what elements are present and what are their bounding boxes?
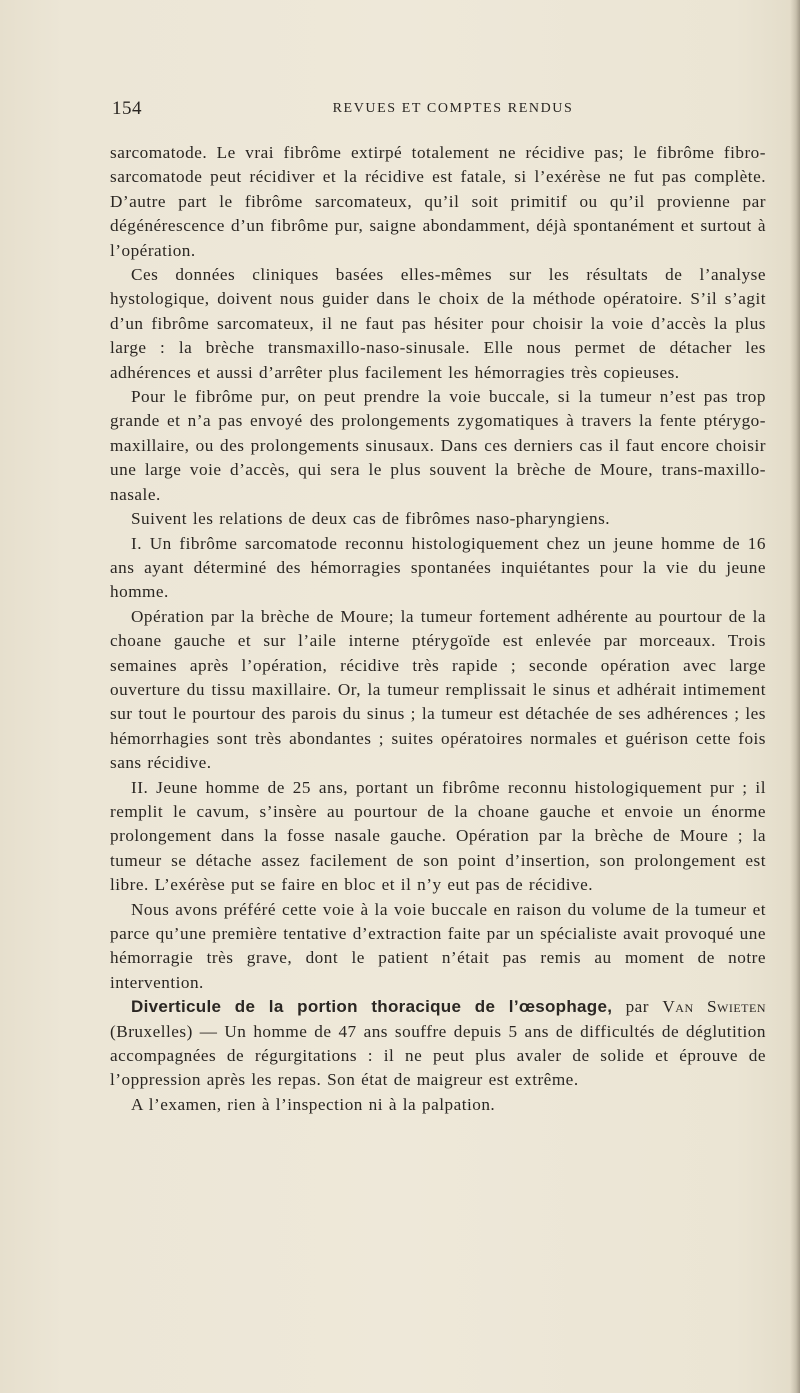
section-title: Diverticule de la portion thoracique de l’œsophage, bbox=[131, 997, 613, 1017]
page-edge-shadow bbox=[790, 0, 800, 1393]
paragraph-approach-choice: Nous avons préféré cette voie à la voie buccale en raison du volume de la tumeur et parce qu’une première tentative d’extraction faite par un spécialiste avait provoqué une hémorragie très grave, dont le patient n’était pas remis au moment de notre intervention. bbox=[110, 899, 766, 992]
running-head bbox=[112, 98, 774, 128]
paragraph-clinical-data: Ces données cliniques basées elles-mêmes sur les résultats de l’analyse hystologique, doivent nous guider dans le choix de la méthode opératoire. S’il s’agit d’un fibrôme sarcomateux, il ne faut pas hésiter pour choisir la voie d’accès la plus large : la brèche transmaxillo-naso-sinusale. Elle nous permet de détacher les adhérences et aussi d’arrêter plus facilement les hémorragies très copieuses. bbox=[110, 265, 766, 382]
author-name: Van Swieten bbox=[662, 997, 766, 1017]
paragraph-case-one: I. Un fibrôme sarcomatode reconnu histologiquement chez un jeune homme de 16 ans ayant déterminé des hémorragies spontanées inquiétantes pour la vie du jeune homme. bbox=[110, 533, 766, 602]
section-diverticule bbox=[110, 995, 766, 1093]
running-title: REVUES ET COMPTES RENDUS bbox=[332, 101, 574, 116]
paragraph-case-two: II. Jeune homme de 25 ans, portant un fibrôme reconnu histologiquement pur ; il remplit le cavum, s’insère au pourtour de la choane gauche et envoie un énorme prolongement dans la fosse nasale gauche. Opération par la brèche de Moure ; la tumeur se détache assez facilement de son point d’insertion, son prolongement est libre. L’exérèse put se faire en bloc et il n’y eut pas de récidive. bbox=[110, 777, 766, 895]
paragraph-case-intro: Suivent les relations de deux cas de fibrômes naso-pharyngiens. bbox=[131, 509, 611, 529]
paragraph-case-one-operation: Opération par la brèche de Moure; la tumeur fortement adhérente au pourtour de la choane gauche et sur l’aile interne ptérygoïde est enlevée par morceaux. Trois semaines après l’opération, récidive très rapide ; seconde opération avec large ouverture du tissu maxillaire. Or, la tumeur remplissait le sinus et adhérait intimement sur tout le pourtour des parois du sinus ; la tumeur est détachée de ses adhérences ; les hémorrhagies sont très abondantes ; suites opératoires normales et guérison cette fois sans récidive. bbox=[110, 606, 766, 773]
paragraph-continued: sarcomatode. Le vrai fibrôme extirpé totalement ne récidive pas; le fibrôme fibro-sarcomatode peut récidiver et la récidive est fatale, si l’exérèse ne fut pas complète. D’autre part le fibrôme sarcomateux, qu’il soit primitif ou qu’il provienne par dégénérescence d’un fibrôme pur, saigne abondamment, déjà spontanément et surtout à l’opération. bbox=[110, 143, 766, 260]
article-body bbox=[110, 141, 766, 1117]
paragraph-examination: A l’examen, rien à l’inspection ni à la palpation. bbox=[131, 1094, 496, 1114]
paragraph-pure-fibroma: Pour le fibrôme pur, on peut prendre la voie buccale, si la tumeur n’est pas trop grande et n’a pas envoyé des prolongements zygomatiques à travers la fente ptérygo-maxillaire, ou des prolongements sinusaux. Dans ces derniers cas il faut encore choisir une large voie d’accès, qui sera le plus souvent la brèche de Moure, trans-maxillo-nasale. bbox=[110, 387, 766, 504]
page-number: 154 bbox=[112, 98, 142, 119]
author-prefix: par bbox=[612, 997, 663, 1017]
section-text: (Bruxelles) — Un homme de 47 ans souffre depuis 5 ans de difficultés de déglutition accompagnées de régurgitations : il ne peut plus avaler de solide et éprouve de l’oppression après les repas. Son état de maigreur est extrême. bbox=[110, 1021, 766, 1090]
